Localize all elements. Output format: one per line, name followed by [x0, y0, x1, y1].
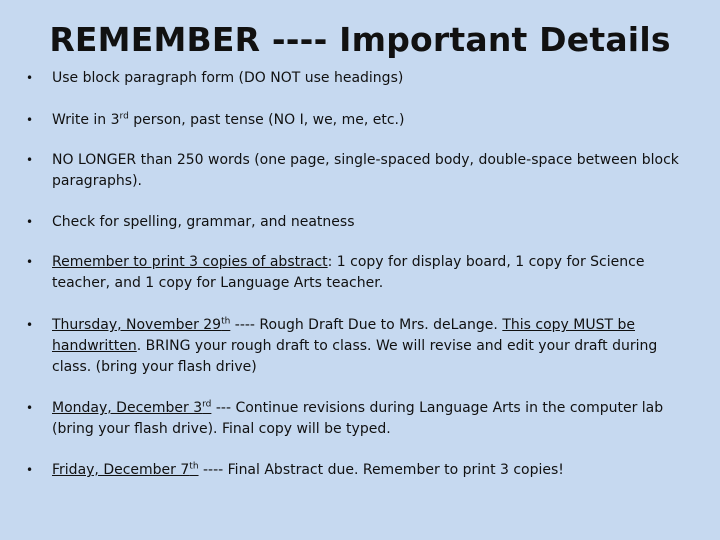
- bullet-dot: •: [26, 401, 34, 415]
- bullet-dot: •: [26, 318, 34, 332]
- bullet-dot: •: [26, 463, 34, 477]
- list-item: [26, 398, 698, 440]
- list-item-text: Check for spelling, grammar, and neatness: [52, 214, 355, 230]
- bullet-dot: •: [26, 215, 34, 229]
- list-item-text: Thursday, November 29th ---- Rough Draft Due to Mrs. deLange. This copy MUST be handwritten. BRING your rough draft to class. We will revise and edit your draft during class. (bring your flash drive): [52, 316, 658, 375]
- list-item: [26, 460, 698, 481]
- list-item-text: Use block paragraph form (DO NOT use headings): [52, 70, 404, 86]
- list-item: [26, 212, 698, 233]
- list-item-text: Monday, December 3rd --- Continue revisions during Language Arts in the computer lab (bring your flash drive). Final copy will be typed.: [52, 399, 664, 437]
- list-item-text: Remember to print 3 copies of abstract: 1 copy for display board, 1 copy for Science teacher, and 1 copy for Language Arts teacher.: [52, 254, 645, 291]
- list-item: [26, 252, 698, 294]
- list-item: [26, 150, 698, 192]
- list-item: [26, 68, 698, 89]
- bullet-dot: •: [26, 113, 34, 127]
- list-item-text: Friday, December 7th ---- Final Abstract due. Remember to print 3 copies!: [52, 461, 564, 478]
- list-item: [26, 110, 698, 131]
- page-title: REMEMBER ---- Important Details: [49, 20, 671, 59]
- bullet-dot: •: [26, 71, 34, 85]
- bullet-dot: •: [26, 153, 34, 167]
- bullet-dot: •: [26, 255, 34, 269]
- list-item: [26, 315, 698, 378]
- list-item-text: Write in 3rd person, past tense (NO I, we, me, etc.): [52, 111, 405, 128]
- list-item-text: NO LONGER than 250 words (one page, single-spaced body, double-space between block paragraphs).: [52, 152, 679, 189]
